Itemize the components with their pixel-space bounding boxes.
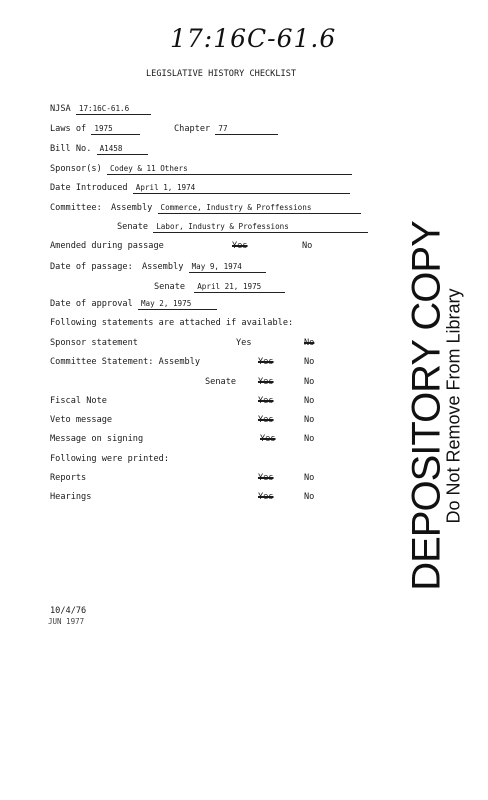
printed-label-1: Hearings <box>50 492 92 502</box>
attached-yes-3-struck: Yes <box>258 396 274 406</box>
committee-assembly-value: Commerce, Industry & Proffessions <box>158 203 361 214</box>
attached-heading: Following statements are attached if available: <box>50 318 294 328</box>
njsa-row <box>50 104 151 115</box>
attached-no-1: No <box>304 357 315 367</box>
depository-copy-text: DEPOSITORY COPY <box>404 221 449 591</box>
bill-row <box>50 144 148 155</box>
approval-label: Date of approval <box>50 299 133 309</box>
passage-assembly-label: Assembly <box>141 262 184 272</box>
chapter-row <box>174 124 278 135</box>
attached-no-5: No <box>304 434 315 444</box>
committee-senate-row <box>117 222 368 233</box>
sponsor-label: Sponsor(s) <box>50 164 102 174</box>
passage-assembly-value: May 9, 1974 <box>189 262 266 273</box>
date-introduced-label: Date Introduced <box>50 183 128 193</box>
passage-label: Date of passage: <box>50 262 133 272</box>
laws-of-label: Laws of <box>50 124 87 134</box>
attached-no-0-struck: No <box>304 338 315 348</box>
attached-label-4: Veto message <box>50 415 113 425</box>
laws-of-value: 1975 <box>91 124 140 135</box>
chapter-value: 77 <box>215 124 278 135</box>
amended-yes-struck: Yes <box>232 241 248 251</box>
attached-label-5: Message on signing <box>50 434 144 444</box>
date-introduced-value: April 1, 1974 <box>133 183 350 194</box>
bill-no-value: A1458 <box>97 144 148 155</box>
approval-row <box>50 299 217 310</box>
attached-yes-4-struck: Yes <box>258 415 274 425</box>
passage-senate-label: Senate <box>154 282 186 292</box>
printed-no-1: No <box>304 492 315 502</box>
laws-row <box>50 124 140 135</box>
depository-stamp <box>392 221 464 591</box>
approval-value: May 2, 1975 <box>138 299 217 310</box>
attached-yes-1-struck: Yes <box>258 357 274 367</box>
committee-senate-value: Labor, Industry & Professions <box>153 222 368 233</box>
amended-no: No <box>302 241 313 251</box>
printed-heading: Following were printed: <box>50 454 169 464</box>
bill-no-label: Bill No. <box>50 144 92 154</box>
page-title: LEGISLATIVE HISTORY CHECKLIST <box>146 69 297 79</box>
date-introduced-row <box>50 183 350 194</box>
attached-no-4: No <box>304 415 315 425</box>
do-not-remove-text: Do Not Remove From Library <box>443 288 464 524</box>
njsa-value: 17:16C-61.6 <box>76 104 151 115</box>
chapter-label: Chapter <box>174 124 211 134</box>
attached-label-1: Committee Statement: Assembly <box>50 357 201 367</box>
footer-stamp-date: JUN 1977 <box>48 617 85 626</box>
passage-senate-row <box>154 282 285 293</box>
committee-assembly-label: Assembly <box>110 203 153 213</box>
amended-label: Amended during passage <box>50 241 164 251</box>
committee-assembly-row <box>50 203 361 214</box>
attached-label-0: Sponsor statement <box>50 338 138 348</box>
footer-date: 10/4/76 <box>50 606 87 616</box>
handwritten-statute-number: 17:16C-61.6 <box>170 24 337 53</box>
attached-label-3: Fiscal Note <box>50 396 107 406</box>
attached-no-3: No <box>304 396 315 406</box>
sponsor-value: Codey & 11 Others <box>107 164 352 175</box>
printed-label-0: Reports <box>50 473 87 483</box>
attached-label-2: Senate <box>205 377 237 387</box>
attached-yes-2-struck: Yes <box>258 377 274 387</box>
printed-no-0: No <box>304 473 315 483</box>
attached-yes-5-struck: Yes <box>260 434 276 444</box>
sponsor-row <box>50 164 352 175</box>
printed-yes-0-struck: Yes <box>258 473 274 483</box>
committee-senate-label: Senate <box>117 222 149 232</box>
passage-senate-value: April 21, 1975 <box>194 282 285 293</box>
committee-label: Committee: <box>50 203 102 213</box>
passage-assembly-row <box>50 262 266 273</box>
attached-no-2: No <box>304 377 315 387</box>
njsa-label: NJSA <box>50 104 71 114</box>
printed-yes-1-struck: Yes <box>258 492 274 502</box>
attached-yes-0: Yes <box>236 338 252 348</box>
